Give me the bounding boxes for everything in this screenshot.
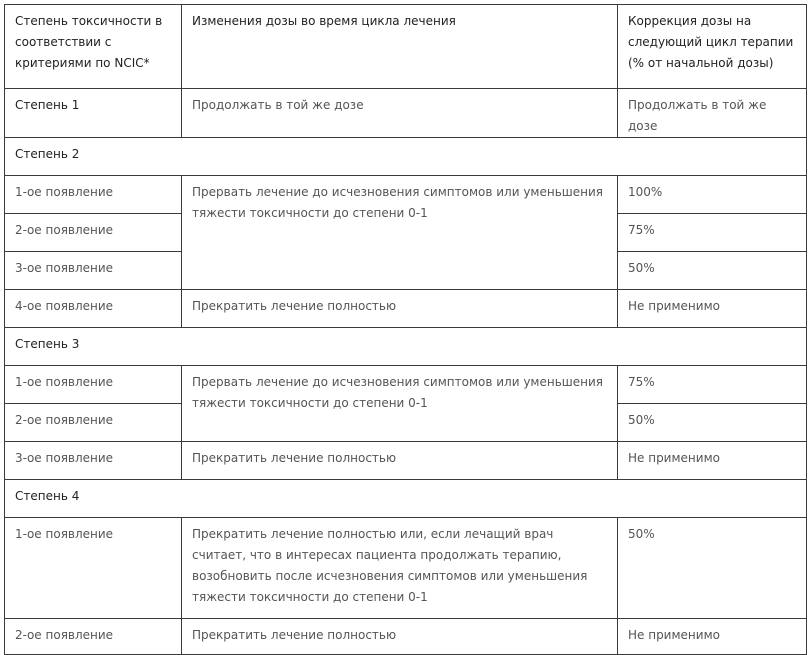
grade3-occurrence-2: 2-ое появление: [5, 404, 182, 442]
grade1-correction: Продолжать в той же дозе: [618, 89, 807, 138]
grade3-merged-change: Прервать лечение до исчезновения симптомов или уменьшения тяжести токсичности до степени 0-1: [182, 366, 618, 442]
grade3-change-3: Прекратить лечение полностью: [182, 442, 618, 480]
grade2-correction-3: 50%: [618, 252, 807, 290]
grade2-occurrence-1: 1-ое появление: [5, 176, 182, 214]
dose-modification-table: [4, 4, 807, 655]
grade4-change-1: Прекратить лечение полностью или, если лечащий врач считает, что в интересах пациента продолжать терапию, возобновить после исчезновения симптомов или уменьшения тяжести токсичности до степени 0-1: [182, 518, 618, 619]
table-row: [5, 366, 807, 404]
grade2-occurrence-4: 4-ое появление: [5, 290, 182, 328]
table-row: [5, 290, 807, 328]
grade3-section-row: [5, 328, 807, 366]
grade2-correction-1: 100%: [618, 176, 807, 214]
header-dose-correction: Коррекция дозы на следующий цикл терапии (% от начальной дозы): [618, 5, 807, 89]
grade3-occurrence-3: 3-ое появление: [5, 442, 182, 480]
grade2-label: Степень 2: [5, 138, 807, 176]
grade2-change-4: Прекратить лечение полностью: [182, 290, 618, 328]
table-row: [5, 442, 807, 480]
grade4-occurrence-2: 2-ое появление: [5, 619, 182, 655]
grade4-occurrence-1: 1-ое появление: [5, 518, 182, 619]
grade3-correction-2: 50%: [618, 404, 807, 442]
grade4-correction-2: Не применимо: [618, 619, 807, 655]
grade3-occurrence-1: 1-ое появление: [5, 366, 182, 404]
table-row: [5, 619, 807, 655]
header-toxicity-grade: Степень токсичности в соответствии с критериями по NCIC*: [5, 5, 182, 89]
grade1-change: Продолжать в той же дозе: [182, 89, 618, 138]
grade3-correction-3: Не применимо: [618, 442, 807, 480]
grade2-occurrence-2: 2-ое появление: [5, 214, 182, 252]
grade1-label: Степень 1: [5, 89, 182, 138]
grade4-section-row: [5, 480, 807, 518]
grade2-correction-4: Не применимо: [618, 290, 807, 328]
grade1-row: [5, 89, 807, 138]
grade2-occurrence-3: 3-ое появление: [5, 252, 182, 290]
grade2-section-row: [5, 138, 807, 176]
header-row: [5, 5, 807, 89]
grade3-correction-1: 75%: [618, 366, 807, 404]
grade4-correction-1: 50%: [618, 518, 807, 619]
grade2-correction-2: 75%: [618, 214, 807, 252]
grade4-change-2: Прекратить лечение полностью: [182, 619, 618, 655]
table-row: [5, 176, 807, 214]
grade3-label: Степень 3: [5, 328, 807, 366]
grade2-merged-change: Прервать лечение до исчезновения симптомов или уменьшения тяжести токсичности до степени 0-1: [182, 176, 618, 290]
header-dose-change: Изменения дозы во время цикла лечения: [182, 5, 618, 89]
table-row: [5, 518, 807, 619]
grade4-label: Степень 4: [5, 480, 807, 518]
